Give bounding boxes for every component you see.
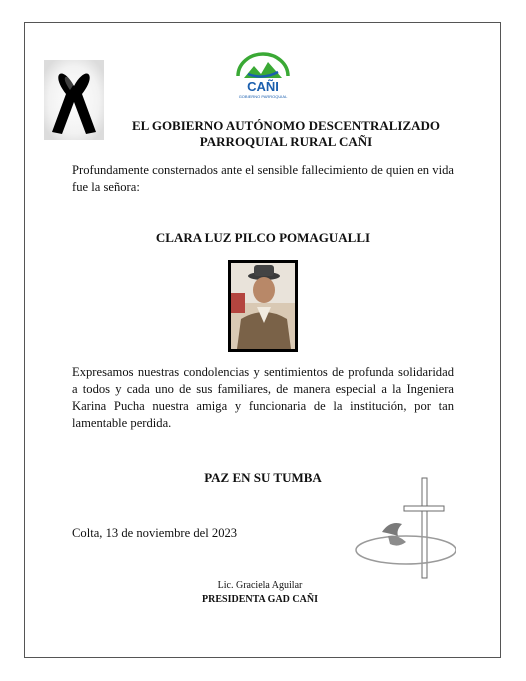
heading-line-2: PARROQUIAL RURAL CAÑI: [199, 133, 373, 149]
deceased-photo: [228, 260, 298, 352]
cross-with-dove-icon: [352, 476, 456, 584]
condolences-paragraph: Expresamos nuestras condolencias y sentimientos de profunda solidaridad a todos y cada uno de sus familiares, de manera especial a la Ingeniera Karina Pucha nuestra amiga y funcionaria de la institución, por tan lamentable perdida.: [72, 365, 454, 430]
heading-line-1: EL GOBIERNO AUTÓNOMO DESCENTRALIZADO: [131, 118, 441, 133]
logo-subtext: GOBIERNO PARROQUIAL: [238, 94, 288, 99]
signature-name: Lic. Graciela Aguilar: [217, 580, 303, 591]
deceased-name: CLARA LUZ PILCO POMAGUALLI: [155, 230, 371, 245]
mourning-ribbon-icon: [44, 60, 104, 140]
logo-text: CAÑI: [247, 79, 279, 94]
intro-paragraph: Profundamente consternados ante el sensible fallecimiento de quien en vida fue la señora:: [72, 163, 454, 194]
parish-logo: [234, 50, 292, 100]
farewell-text: PAZ EN SU TUMBA: [204, 470, 322, 485]
institution-heading: [96, 118, 476, 149]
signature-title: PRESIDENTA GAD CAÑI: [202, 594, 318, 605]
place-date: Colta, 13 de noviembre del 2023: [72, 526, 238, 540]
